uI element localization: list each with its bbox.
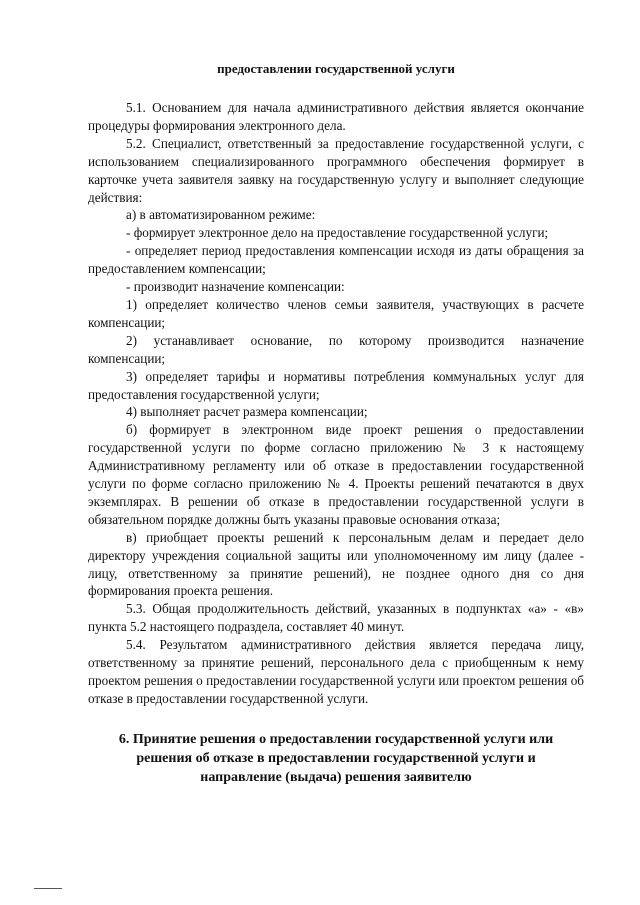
- paragraph-num-4: 4) выполняет расчет размера компенсации;: [126, 404, 368, 420]
- paragraph-item-b: б) формирует в электронном виде проект решения о предоставлении государственной услуги по форме согласно приложению № 3 к настоящему Административному регламенту или об отказе в предоставлении государственной услуги по форме согласно приложению № 4. Проекты решений печатаются в двух экземплярах. В решении об отказе в предоставлении государственной услуги в обязательном порядке должны быть указаны правовые основания отказа;: [88, 422, 584, 527]
- document-page: [88, 60, 584, 787]
- paragraph-item-a: а) в автоматизированном режиме:: [126, 207, 316, 223]
- paragraph-5-3: 5.3. Общая продолжительность действий, указанных в подпунктах «а» - «в» пункта 5.2 настоящего подраздела, составляет 40 минут.: [88, 601, 584, 635]
- section-6-title-line: 6. Принятие решения о предоставлении государственной услуги или: [118, 731, 554, 747]
- footnote-divider: [34, 888, 62, 889]
- paragraph-num-1: 1) определяет количество членов семьи заявителя, участвующих в расчете компенсации;: [88, 296, 584, 330]
- paragraph-dash-1: - формирует электронное дело на предоставление государственной услуги;: [126, 225, 549, 241]
- paragraph-5-2: 5.2. Специалист, ответственный за предоставление государственной услуги, с использованием специализированного программного обеспечения формирует в карточке учета заявителя заявку на государственную услугу и выполняет следующие действия:: [88, 135, 584, 205]
- paragraph-dash-3: - производит назначение компенсации:: [126, 279, 345, 295]
- section-heading-continuation: предоставлении государственной услуги: [217, 61, 455, 76]
- paragraph-num-2: 2) устанавливает основание, по которому производится назначение компенсации;: [88, 332, 584, 366]
- paragraph-dash-2: - определяет период предоставления компенсации исходя из даты обращения за предоставлением компенсации;: [88, 243, 584, 277]
- paragraph-5-4: 5.4. Результатом административного действия является передача лицу, ответственному за принятие решений, персонального дела с приобщенным к нему проектом решения о предоставлении государственной услуги или проектом решения об отказе в предоставлении государственной услуги.: [88, 637, 584, 706]
- section-6-title-line: направление (выдача) решения заявителю: [200, 769, 472, 785]
- paragraph-5-1: 5.1. Основанием для начала административного действия является окончание процедуры формирования электронного дела.: [88, 100, 584, 133]
- paragraph-item-v: в) приобщает проекты решений к персональным делам и передает дело директору учреждения социальной защиты или уполномоченному им лицу (далее - лицу, ответственному за принятие решений), не позднее одного дня со дня формирования проекта решения.: [88, 529, 584, 599]
- section-6-title-line: решения об отказе в предоставлении государственной услуги и: [136, 750, 536, 766]
- paragraph-num-3: 3) определяет тарифы и нормативы потребления коммунальных услуг для предоставления государственной услуги;: [88, 368, 584, 402]
- section-6-title: [78, 730, 594, 787]
